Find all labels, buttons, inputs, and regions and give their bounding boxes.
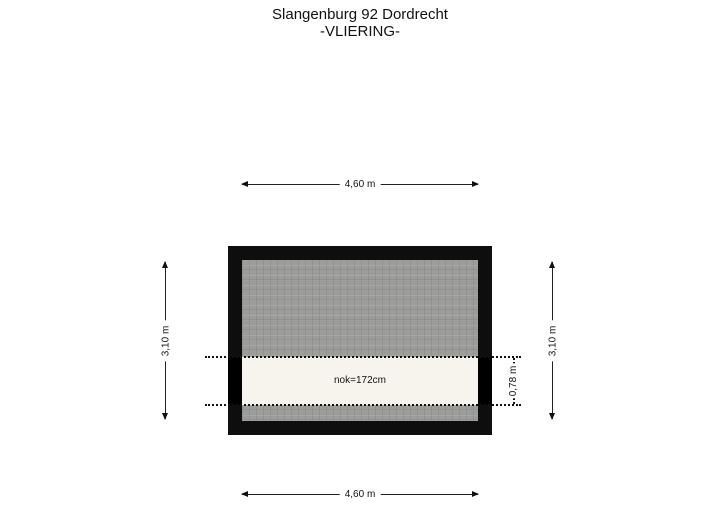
- arrow-right-icon: [472, 181, 479, 187]
- wall-segment-right: [478, 357, 492, 405]
- ridge-line-top: [205, 356, 521, 358]
- bottom-width-dimension: [242, 488, 478, 502]
- right-depth-label: 3,10 m: [547, 320, 560, 361]
- arrow-down-icon: [162, 413, 168, 420]
- left-depth-label: 3,10 m: [160, 320, 173, 361]
- ridge-strip-dimension: [504, 358, 524, 404]
- ridge-strip-height-label: 0,78 m: [508, 365, 519, 397]
- wall-segment-left: [228, 357, 242, 405]
- right-depth-dimension: [546, 262, 560, 419]
- arrow-down-icon: [549, 413, 555, 420]
- left-depth-dimension: [159, 262, 173, 419]
- plan-title-floor: -VLIERING-: [319, 23, 400, 40]
- ridge-height-label: nok=172cm: [334, 375, 386, 386]
- arrow-right-icon: [472, 491, 479, 497]
- ridge-line-bottom: [205, 404, 521, 406]
- arrow-left-icon: [241, 181, 248, 187]
- arrow-up-icon: [162, 261, 168, 268]
- top-width-label: 4,60 m: [340, 178, 381, 191]
- plan-title-address: Slangenburg 92 Dordrecht: [272, 6, 448, 23]
- top-width-dimension: [242, 178, 478, 192]
- arrow-left-icon: [241, 491, 248, 497]
- bottom-width-label: 4,60 m: [340, 488, 381, 501]
- arrow-up-icon: [549, 261, 555, 268]
